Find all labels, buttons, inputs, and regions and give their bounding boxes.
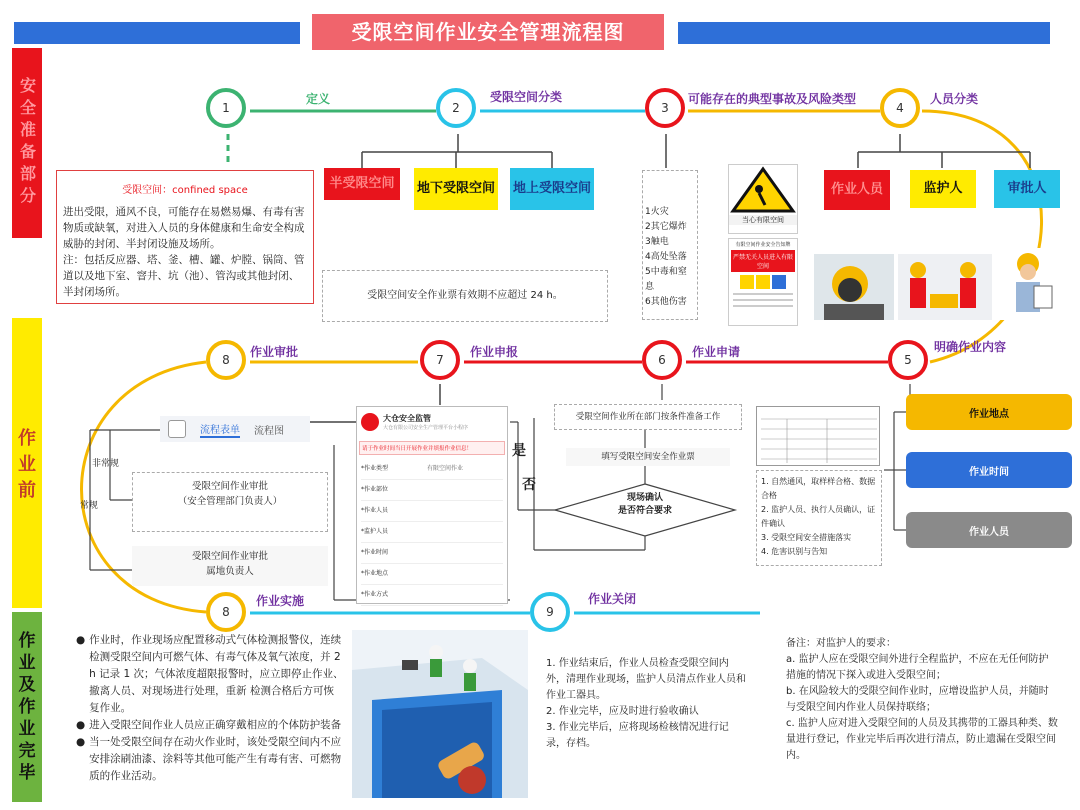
form-label: *作业时间	[361, 549, 389, 556]
safety-board-warning: 严禁无关人员进入有限空间	[731, 250, 795, 272]
node-2: 2	[436, 88, 476, 128]
check-item: 3. 受限空间安全措施落实	[761, 533, 852, 542]
close-item: 1. 作业结束后，作业人员检查受限空间内外，清理作业现场，监护人员清点作业人员和作业工器具。	[546, 658, 746, 701]
apply-step-ticket: 填写受限空间安全作业票	[566, 448, 730, 466]
classify-aboveground: 地上受限空间	[510, 168, 594, 210]
post-char: 及	[18, 675, 36, 695]
approval-box-safety-dept-title: 受限空间作业审批	[191, 481, 268, 492]
app-header	[357, 407, 507, 437]
node-9: 9	[530, 592, 570, 632]
form-row[interactable]	[361, 480, 503, 501]
work-ticket-thumbnail	[756, 406, 880, 466]
implement-item: ● 当一处受限空间存在动火作业时，该处受限空间内不应安排涂刷油漆、涂料等其他可能产生有毒有害、可燃物质的作业活动。	[76, 736, 342, 782]
pill-location: 作业地点	[906, 394, 1072, 430]
node-2-label: 受限空间分类	[490, 90, 563, 104]
form-label: *作业方式	[361, 591, 389, 598]
form-row[interactable]	[361, 564, 503, 585]
definition-box	[56, 170, 314, 304]
form-row[interactable]	[361, 543, 503, 564]
approval-box-local-title: 受限空间作业审批	[191, 551, 268, 562]
accident-list	[642, 170, 698, 320]
remark-head: 备注：对监护人的要求：	[786, 638, 896, 649]
post-char: 业	[18, 653, 36, 673]
app-sub: 大仓有限公司安全生产管理平台小程序	[383, 425, 469, 431]
safety-board-icons	[731, 275, 795, 289]
form-label: *监护人员	[361, 528, 389, 535]
app-logo-icon	[361, 413, 379, 431]
approval-tabs	[160, 416, 310, 442]
check-item: 2. 监护人员、执行人员确认，证件确认	[761, 505, 876, 528]
guardian-remark	[786, 636, 1058, 764]
implement-item: ● 进入受限空间作业人员应正确穿戴相应的个体防护装备	[76, 719, 342, 731]
apply-decision	[585, 492, 705, 518]
accident-item: 3触电	[645, 237, 669, 247]
form-label: *作业地点	[361, 570, 389, 577]
node-1-label: 定义	[306, 92, 331, 106]
apply-checklist	[756, 470, 882, 566]
implement-notes	[76, 632, 344, 785]
classify-semi: 半受限空间	[324, 168, 400, 200]
caution-sign-text: 当心有限空间	[729, 215, 797, 225]
accident-item: 2其它爆炸	[645, 222, 687, 232]
approval-box-local-role: 属地负责人	[206, 566, 254, 577]
form-row[interactable]	[361, 585, 503, 606]
accident-item: 5中毒和窒息	[645, 267, 687, 292]
pill-time: 作业时间	[906, 452, 1072, 488]
page-title: 受限空间作业安全管理流程图	[312, 14, 664, 50]
form-icon	[168, 420, 186, 438]
accident-item: 1火灾	[645, 207, 669, 217]
remark-item: b. 在风险较大的受限空间作业时，应增设监护人员，并随时与受限空间内作业人员保持联络；	[786, 686, 1049, 713]
accident-item: 6其他伤害	[645, 297, 687, 307]
close-item: 2. 作业完毕，应及时进行验收确认	[546, 706, 699, 717]
form-row[interactable]	[361, 501, 503, 522]
node-8-implement-label: 作业实施	[256, 594, 305, 608]
decision-line-1: 现场确认	[626, 493, 663, 503]
node-5: 5	[888, 340, 928, 380]
warning-triangle-icon	[729, 165, 797, 215]
remark-item: c. 监护人应对进入受限空间的人员及其携带的工器具种类、数量进行登记，作业完毕后再次进行清点，防止遗漏在受限空间内。	[786, 718, 1058, 761]
section-pre-char-3: 前	[18, 480, 36, 501]
remark-item: a. 监护人应在受限空间外进行全程监护，不应在无任何防护措施的情况下探入或进入受限空间；	[786, 654, 1049, 681]
implement-item: ● 作业时，作业现场应配置移动式气体检测报警仪，连续检测受限空间内可燃气体、有毒气体及氧气浓度，并 2 h 记录 1 次；气体浓度超限报警时，应立即停止作业、撤离人员、对现场进行处理，重新 检测合格后方可恢复作业。	[76, 634, 344, 714]
node-7: 7	[420, 340, 460, 380]
inspector-illustration	[996, 248, 1060, 320]
post-char: 业	[18, 719, 36, 739]
node-6-label: 作业申请	[692, 345, 741, 359]
form-row[interactable]	[361, 459, 503, 480]
check-item: 1. 自然通风，取样样合格、数据合格	[761, 477, 876, 500]
node-7-label: 作业申报	[470, 345, 519, 359]
approval-box-local	[132, 546, 328, 586]
node-4: 4	[880, 88, 920, 128]
definition-body: 进出受限，通风不良，可能存在易燃易爆、有毒有害物质或缺氧，对进入人员的身体健康和生命安全构成威胁的封闭、半封闭设施及场所。	[63, 206, 305, 250]
approval-box-safety-dept	[132, 472, 328, 532]
accident-item: 4高处坠落	[645, 252, 687, 262]
definition-heading: 受限空间：confined space	[122, 185, 248, 196]
definition-note: 注：包括反应器、塔、釜、槽、罐、炉膛、锅筒、管道以及地下室、窨井、坑（池）、管沟或其他封闭、半封闭场所。	[63, 254, 305, 298]
tab-flow-form[interactable]: 流程表单	[200, 421, 240, 438]
label-routine: 常规	[80, 501, 99, 511]
form-label: *作业人员	[361, 507, 389, 514]
post-char: 作	[18, 631, 36, 651]
person-guardian: 监护人	[910, 170, 976, 208]
classify-underground: 地下受限空间	[414, 168, 498, 210]
no-label: 否	[522, 477, 536, 493]
approval-box-safety-dept-role: （安全管理部门负责人）	[177, 496, 283, 507]
form-label: *作业类型	[361, 465, 389, 472]
worker-gasmask-illustration	[814, 254, 894, 320]
confined-space-illustration	[352, 630, 528, 798]
form-row[interactable]	[361, 522, 503, 543]
declaration-app	[356, 406, 508, 604]
validity-note: 受限空间安全作业票有效期不应超过 24 h。	[322, 270, 608, 322]
decision-line-2: 是否符合要求	[617, 506, 672, 516]
app-name: 大仓安全监管	[383, 414, 431, 423]
node-6: 6	[642, 340, 682, 380]
safety-board	[728, 238, 798, 326]
node-8-approval-label: 作业审批	[250, 345, 299, 359]
workers-illustration	[898, 254, 992, 320]
safety-board-title: 有限空间作业安全告知牌	[735, 242, 791, 248]
post-char: 完	[18, 741, 36, 761]
pill-personnel: 作业人员	[906, 512, 1072, 548]
apply-step-prepare: 受限空间作业所在部门按条件准备工作	[554, 404, 742, 430]
person-worker: 作业人员	[824, 170, 890, 210]
tab-flow-chart[interactable]: 流程图	[254, 425, 284, 437]
node-8-implement: 8	[206, 592, 246, 632]
caution-sign	[728, 164, 798, 234]
app-form	[357, 459, 507, 606]
post-char: 毕	[18, 763, 36, 783]
form-label: *作业部位	[361, 486, 389, 493]
section-pre-char-2: 业	[18, 454, 36, 475]
check-item: 4. 危害识别与告知	[761, 547, 828, 556]
node-9-label: 作业关闭	[588, 592, 637, 606]
app-banner: 请于作业时间当日开展作业并填报作业信息！	[359, 441, 505, 455]
post-char: 作	[18, 697, 36, 717]
node-3-label: 可能存在的典型事故及风险类型	[688, 92, 857, 106]
node-4-label: 人员分类	[930, 92, 979, 106]
node-5-label: 明确作业内容	[934, 340, 1007, 354]
close-notes	[546, 656, 746, 752]
section-prep: 安全准备部分	[12, 48, 42, 238]
node-1: 1	[206, 88, 246, 128]
section-pre-char-1: 作	[18, 428, 36, 449]
close-item: 3. 作业完毕后，应将现场检核情况进行记录，存档。	[546, 722, 729, 749]
node-3: 3	[645, 88, 685, 128]
person-approver: 审批人	[994, 170, 1060, 208]
form-value: 有限空间作业	[426, 465, 463, 472]
node-8-approval: 8	[206, 340, 246, 380]
yes-label: 是	[512, 443, 526, 459]
label-non-routine: 非常规	[92, 459, 120, 469]
